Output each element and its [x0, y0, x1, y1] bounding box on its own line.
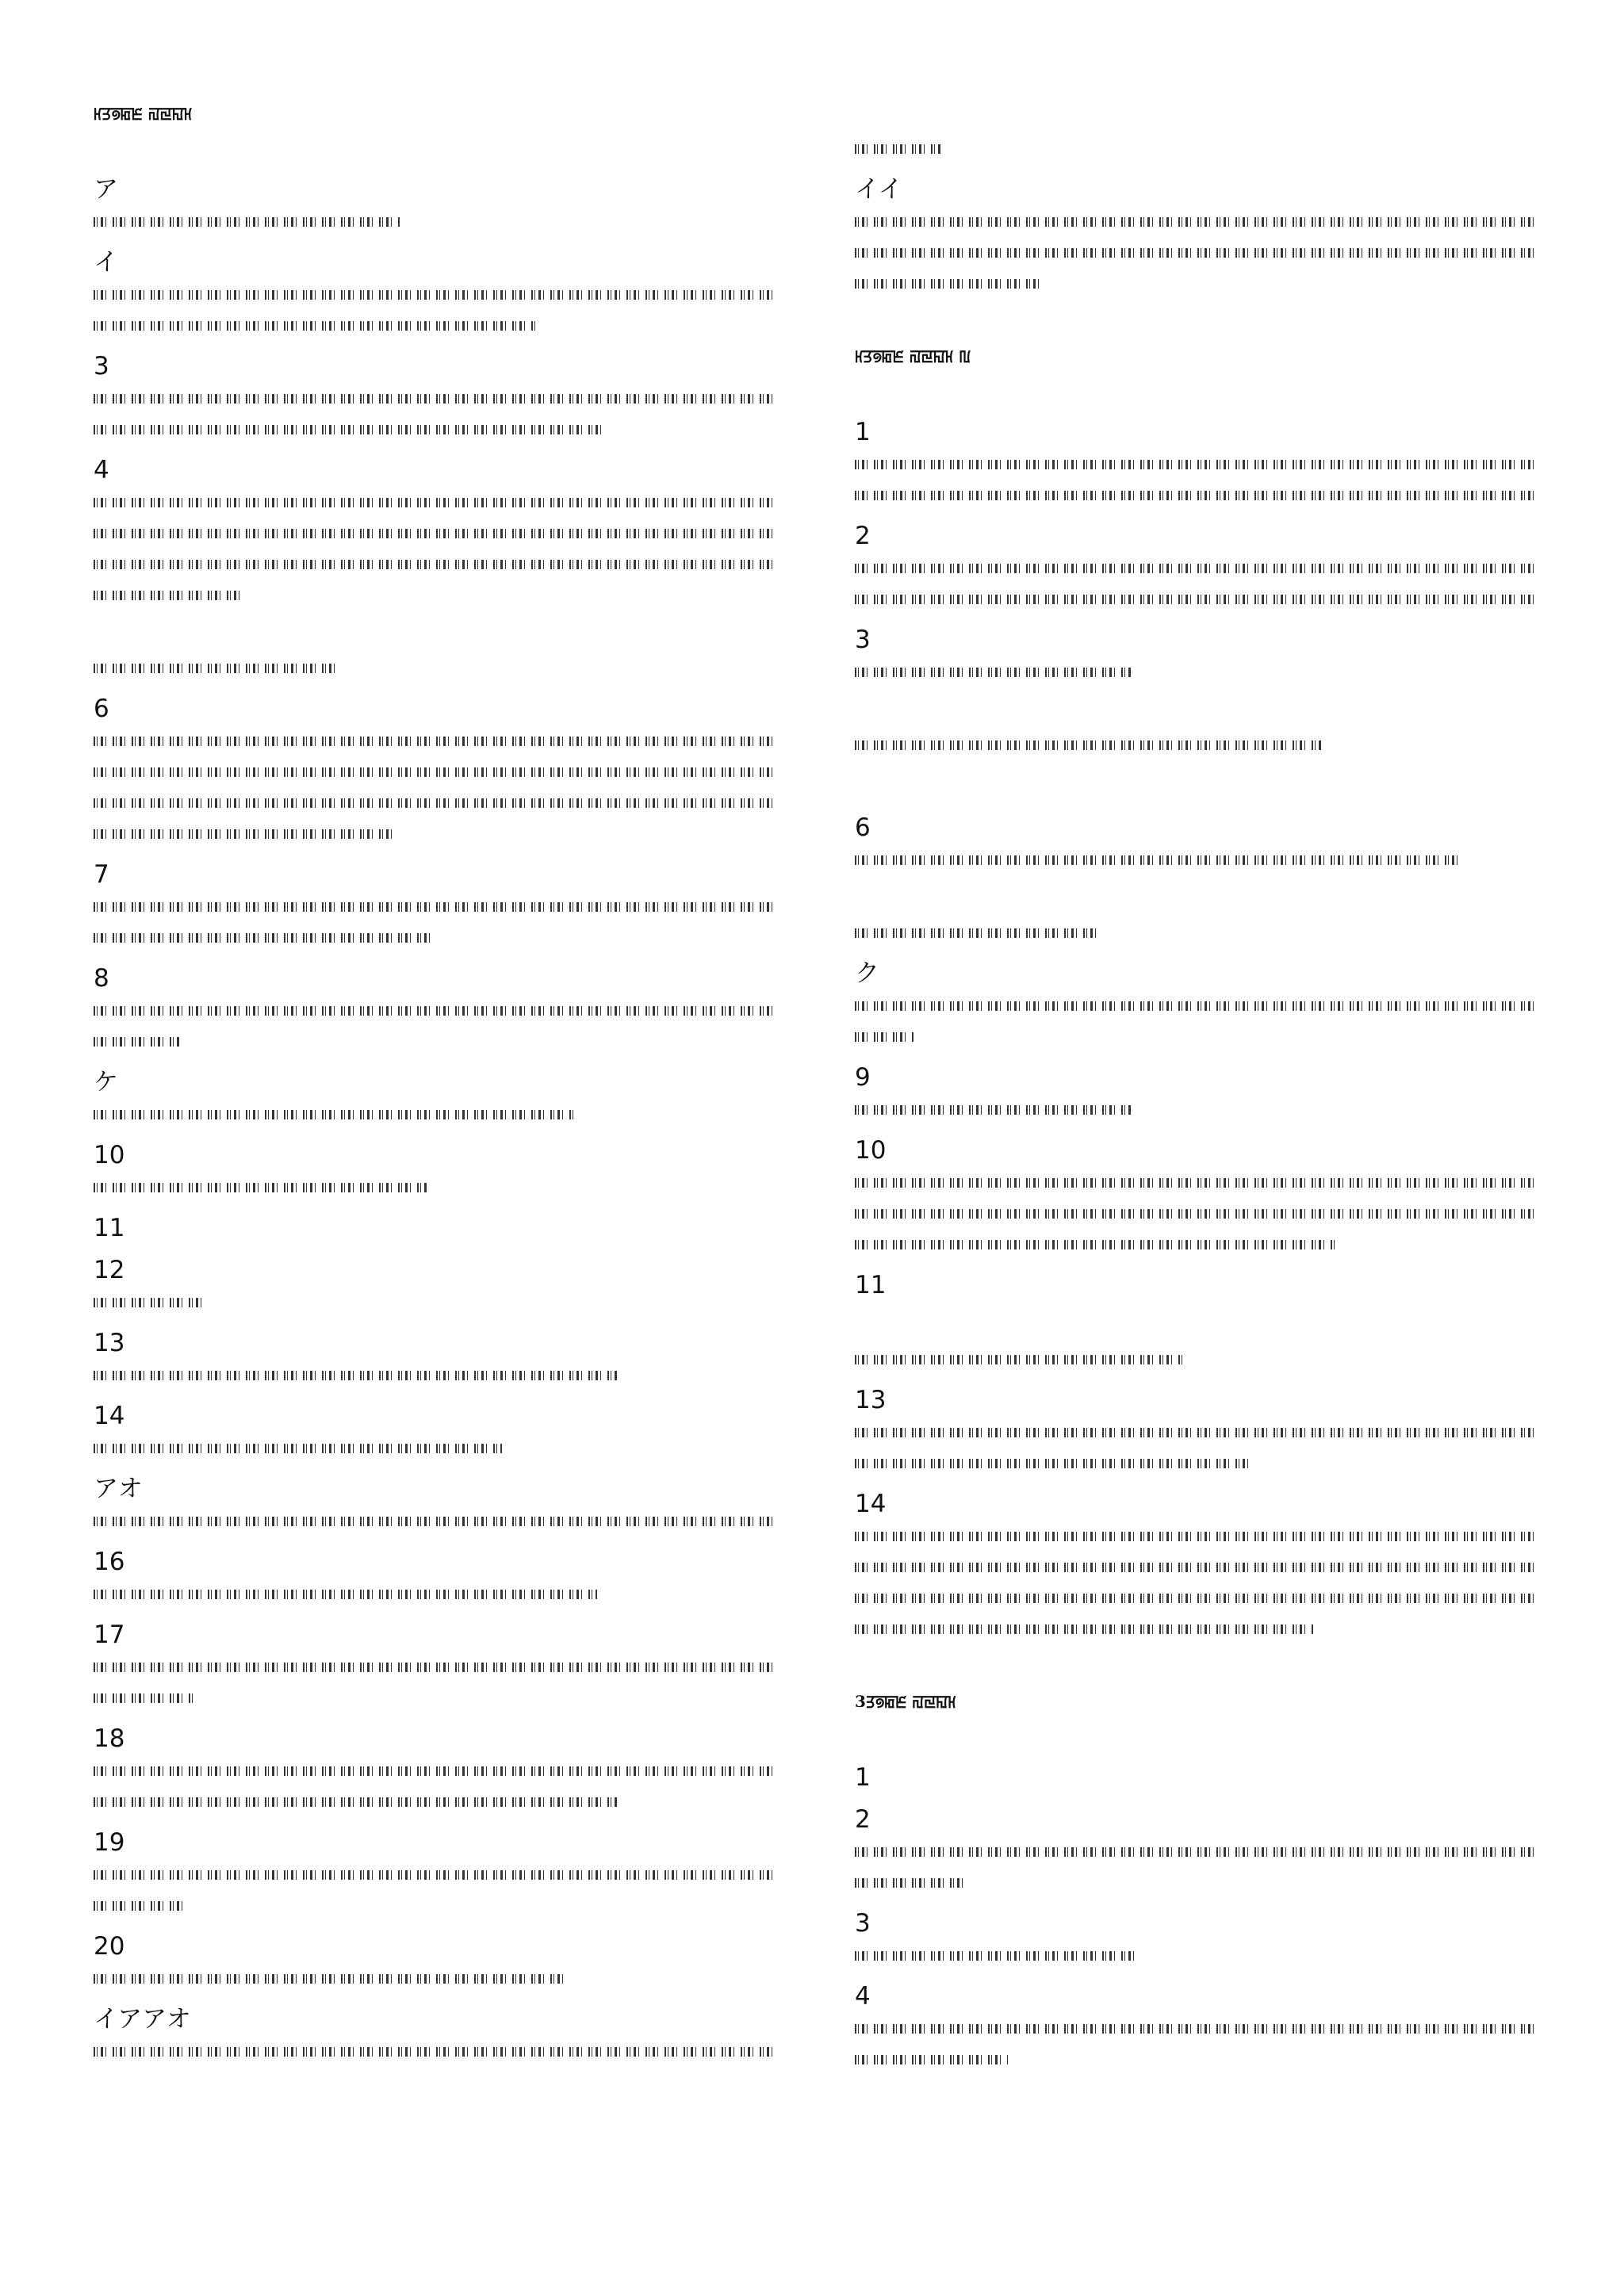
text-line [855, 1228, 1537, 1259]
verse-number: 14 [855, 1490, 887, 1518]
verse-number: 1 [855, 1763, 871, 1792]
text-line [94, 1962, 776, 1993]
verse [94, 1140, 776, 1202]
script-glyphs [94, 529, 772, 538]
verse [855, 959, 1537, 1051]
script-glyphs [855, 1001, 1534, 1011]
text-line [94, 1401, 776, 1432]
text-line [855, 521, 1537, 552]
script-glyphs [94, 1110, 575, 1119]
text-line [94, 486, 776, 517]
script-glyphs [855, 1209, 1534, 1219]
verse [94, 2004, 776, 2066]
verse [94, 1827, 776, 1920]
verse [94, 621, 776, 683]
verse [94, 351, 776, 444]
script-glyphs [855, 1532, 1534, 1541]
text-line [855, 1197, 1537, 1228]
text-line [855, 1312, 1537, 1343]
verse-number: 9 [855, 1063, 871, 1092]
verse [94, 1328, 776, 1390]
script-glyphs [94, 1371, 619, 1380]
verse [855, 1908, 1537, 1970]
script-glyphs [855, 460, 1534, 469]
verse-number: 3 [94, 352, 109, 381]
text-line [94, 174, 776, 205]
text-line [94, 1785, 776, 1816]
script-glyphs [855, 2024, 1534, 2034]
text-line [855, 583, 1537, 614]
text-line [94, 278, 776, 309]
text-line [94, 2004, 776, 2035]
verse [855, 625, 1537, 687]
script-glyphs [855, 1178, 1534, 1188]
text-line [94, 1827, 776, 1858]
verse-number: 6 [94, 695, 109, 723]
script-glyphs [855, 279, 1044, 289]
script-glyphs [94, 798, 772, 808]
text-line [855, 132, 1537, 163]
text-line [855, 813, 1537, 844]
text-line [94, 1931, 776, 1962]
text-line [94, 351, 776, 382]
text-line [94, 517, 776, 548]
verse [855, 521, 1537, 614]
script-glyphs [94, 1517, 772, 1526]
verse-number: 10 [94, 1141, 125, 1169]
section-heading: ꡘꡗꡟꡂꡈ ꡌꡙꡎꡘ ꡃ [855, 346, 971, 365]
text-line [94, 382, 776, 413]
text-line [855, 1835, 1537, 1866]
verse-number: 1 [855, 418, 871, 446]
verse [855, 1312, 1537, 1374]
text-line [94, 1328, 776, 1359]
verse [855, 771, 1537, 802]
text-line [855, 656, 1537, 687]
text-line [94, 247, 776, 278]
script-glyphs [94, 829, 393, 839]
text-line [94, 621, 776, 652]
script-glyphs [855, 1878, 964, 1888]
script-glyphs [94, 1901, 189, 1911]
text-line [855, 1093, 1537, 1124]
script-glyphs [94, 1693, 196, 1703]
text-line [855, 205, 1537, 236]
text-line [94, 1432, 776, 1463]
script-glyphs [855, 1594, 1534, 1603]
verse [94, 1931, 776, 1993]
verse [855, 1270, 1537, 1301]
verse-number: 2 [855, 522, 871, 550]
text-line [94, 1255, 776, 1286]
text-line [855, 1385, 1537, 1416]
text-line [94, 756, 776, 786]
text-line [94, 1858, 776, 1889]
text-line [855, 1135, 1537, 1166]
verse [855, 813, 1537, 874]
script-glyphs [94, 1037, 181, 1047]
script-glyphs [855, 1032, 914, 1042]
script-glyphs [94, 1663, 772, 1672]
text-line [855, 2043, 1537, 2074]
script-glyphs [94, 498, 772, 507]
text-line [94, 548, 776, 579]
script-glyphs [94, 290, 772, 300]
verse [94, 1547, 776, 1609]
verse-number: 13 [94, 1329, 125, 1357]
script-glyphs [855, 1240, 1336, 1249]
script-glyphs [94, 737, 772, 746]
script-glyphs [855, 740, 1322, 750]
verse [855, 174, 1537, 298]
text-line [855, 886, 1537, 916]
text-line [855, 729, 1537, 760]
verse-number: ク [855, 959, 879, 988]
text-line [855, 1804, 1537, 1835]
text-line [94, 921, 776, 952]
script-glyphs [94, 1006, 772, 1016]
text-line [94, 786, 776, 817]
script-glyphs [94, 664, 335, 673]
text-line [94, 1025, 776, 1056]
verse [855, 1062, 1537, 1124]
text-line [855, 1582, 1537, 1613]
script-glyphs [94, 1974, 568, 1984]
text-line [855, 1270, 1537, 1301]
script-glyphs [94, 394, 772, 404]
section-heading: 3ꡗꡟꡂꡈ ꡌꡙꡎꡘ [855, 1692, 956, 1711]
verse [855, 101, 1537, 163]
verse [855, 886, 1537, 947]
verse-number: 13 [855, 1386, 887, 1414]
right-column [855, 0, 1537, 2085]
verse-number: 8 [94, 964, 109, 993]
verse [855, 1135, 1537, 1259]
script-glyphs [855, 217, 1534, 227]
verse-number: 4 [94, 456, 109, 484]
text-line [94, 1889, 776, 1920]
script-glyphs [855, 595, 1534, 604]
verse-number: 2 [855, 1805, 871, 1834]
script-glyphs [94, 425, 604, 434]
verse [94, 1067, 776, 1129]
text-line [94, 1620, 776, 1651]
verse [855, 1762, 1537, 1793]
script-glyphs [855, 668, 1132, 677]
text-line [855, 101, 1537, 132]
script-glyphs [855, 144, 942, 154]
text-line [94, 652, 776, 683]
verse [94, 247, 776, 340]
script-glyphs [855, 1459, 1249, 1468]
text-line [855, 2012, 1537, 2043]
text-line [94, 725, 776, 756]
script-glyphs [94, 933, 436, 943]
verse-number: アオ [94, 1475, 143, 1503]
text-line [855, 771, 1537, 802]
text-line [94, 1474, 776, 1505]
script-glyphs [855, 491, 1534, 500]
text-line [855, 1762, 1537, 1793]
text-line [855, 174, 1537, 205]
script-glyphs [94, 591, 239, 600]
verse [94, 1213, 776, 1244]
script-glyphs [855, 1624, 1315, 1634]
script-glyphs [94, 560, 772, 569]
script-glyphs [94, 902, 772, 912]
verse [94, 1255, 776, 1317]
verse [855, 1489, 1537, 1644]
verse-number: 3 [855, 626, 871, 654]
verse-number: 11 [94, 1214, 125, 1242]
script-glyphs [855, 1428, 1534, 1437]
script-glyphs [94, 1870, 772, 1880]
script-glyphs [94, 1444, 502, 1453]
text-line [855, 479, 1537, 510]
verse-number: ア [94, 175, 118, 204]
text-line [855, 552, 1537, 583]
script-glyphs [855, 1563, 1534, 1572]
script-glyphs [94, 2047, 772, 2057]
text-line [855, 1416, 1537, 1447]
text-line [94, 1140, 776, 1171]
verse-number: 19 [94, 1828, 125, 1857]
text-line [94, 1067, 776, 1098]
script-glyphs [855, 1847, 1534, 1857]
script-glyphs [94, 1183, 429, 1192]
text-line [855, 625, 1537, 656]
text-line [94, 1682, 776, 1712]
verse-number: 16 [94, 1548, 125, 1576]
text-line [855, 1908, 1537, 1939]
verse [855, 698, 1537, 760]
text-line [94, 694, 776, 725]
text-line [855, 844, 1537, 874]
text-line [855, 267, 1537, 298]
script-glyphs [855, 855, 1461, 865]
text-line [855, 1939, 1537, 1970]
text-line [94, 1171, 776, 1202]
script-glyphs [94, 321, 538, 331]
text-line [855, 1613, 1537, 1644]
text-line [855, 1520, 1537, 1551]
script-glyphs [855, 928, 1096, 938]
verse [94, 859, 776, 952]
verse [94, 455, 776, 610]
text-line [94, 1505, 776, 1536]
text-line [855, 417, 1537, 448]
text-line [94, 1213, 776, 1244]
script-glyphs [94, 1590, 597, 1599]
verse-number: 11 [855, 1271, 887, 1299]
section-heading: ꡘꡗꡟꡂꡈ ꡌꡙꡎꡘ [94, 104, 193, 123]
verse [94, 963, 776, 1056]
text-line [94, 1651, 776, 1682]
text-line [855, 236, 1537, 267]
text-line [94, 2035, 776, 2066]
verse [94, 1724, 776, 1816]
script-glyphs [855, 1355, 1183, 1364]
verse-number: 4 [855, 1982, 871, 2011]
text-line [855, 1866, 1537, 1897]
text-line [94, 455, 776, 486]
script-glyphs [94, 1298, 203, 1307]
text-line [855, 959, 1537, 989]
script-glyphs [855, 1105, 1132, 1115]
verse-number: 12 [94, 1256, 125, 1284]
text-line [94, 1547, 776, 1578]
verse [855, 1981, 1537, 2074]
text-line [855, 698, 1537, 729]
text-line [94, 994, 776, 1025]
verse [855, 417, 1537, 510]
text-line [94, 579, 776, 610]
text-line [855, 1447, 1537, 1478]
text-line [855, 916, 1537, 947]
verse-number: 17 [94, 1621, 125, 1649]
text-line [94, 963, 776, 994]
text-line [94, 817, 776, 848]
verse-number: 14 [94, 1402, 125, 1430]
verse [94, 694, 776, 848]
text-line [855, 1062, 1537, 1093]
verse-number: 6 [855, 813, 871, 842]
verse-number: 3 [855, 1909, 871, 1938]
script-glyphs [94, 1797, 619, 1807]
text-line [94, 1578, 776, 1609]
script-glyphs [855, 248, 1534, 258]
text-line [94, 890, 776, 921]
verse [94, 1401, 776, 1463]
text-line [94, 1098, 776, 1129]
script-glyphs [94, 1766, 772, 1776]
text-line [94, 1359, 776, 1390]
text-line [855, 1981, 1537, 2012]
verse [94, 1474, 776, 1536]
script-glyphs [855, 564, 1534, 573]
verse-number: 10 [855, 1136, 887, 1165]
verse-number: 20 [94, 1932, 125, 1961]
verse [855, 1385, 1537, 1478]
text-line [855, 448, 1537, 479]
script-glyphs [94, 217, 400, 227]
continued-text [855, 101, 1537, 163]
script-glyphs [855, 1951, 1139, 1961]
script-glyphs [855, 2055, 1008, 2064]
text-line [855, 1020, 1537, 1051]
verse-number: イアアオ [94, 2005, 191, 2034]
text-line [855, 989, 1537, 1020]
text-line [94, 1755, 776, 1785]
text-line [855, 1551, 1537, 1582]
verse-number: ケ [94, 1068, 118, 1096]
text-line [94, 413, 776, 444]
left-column [94, 0, 776, 2077]
verse [94, 174, 776, 236]
verse-number: イイ [855, 175, 903, 204]
verse-number: 18 [94, 1724, 125, 1753]
text-line [855, 1166, 1537, 1197]
text-line [94, 1286, 776, 1317]
text-line [94, 205, 776, 236]
text-line [94, 1724, 776, 1755]
text-line [94, 309, 776, 340]
verse [855, 1804, 1537, 1897]
verse [94, 1620, 776, 1712]
text-line [855, 1489, 1537, 1520]
verse-number: イ [94, 248, 118, 277]
verse-number: 7 [94, 860, 109, 889]
script-glyphs [94, 767, 772, 777]
text-line [855, 1343, 1537, 1374]
text-line [94, 859, 776, 890]
